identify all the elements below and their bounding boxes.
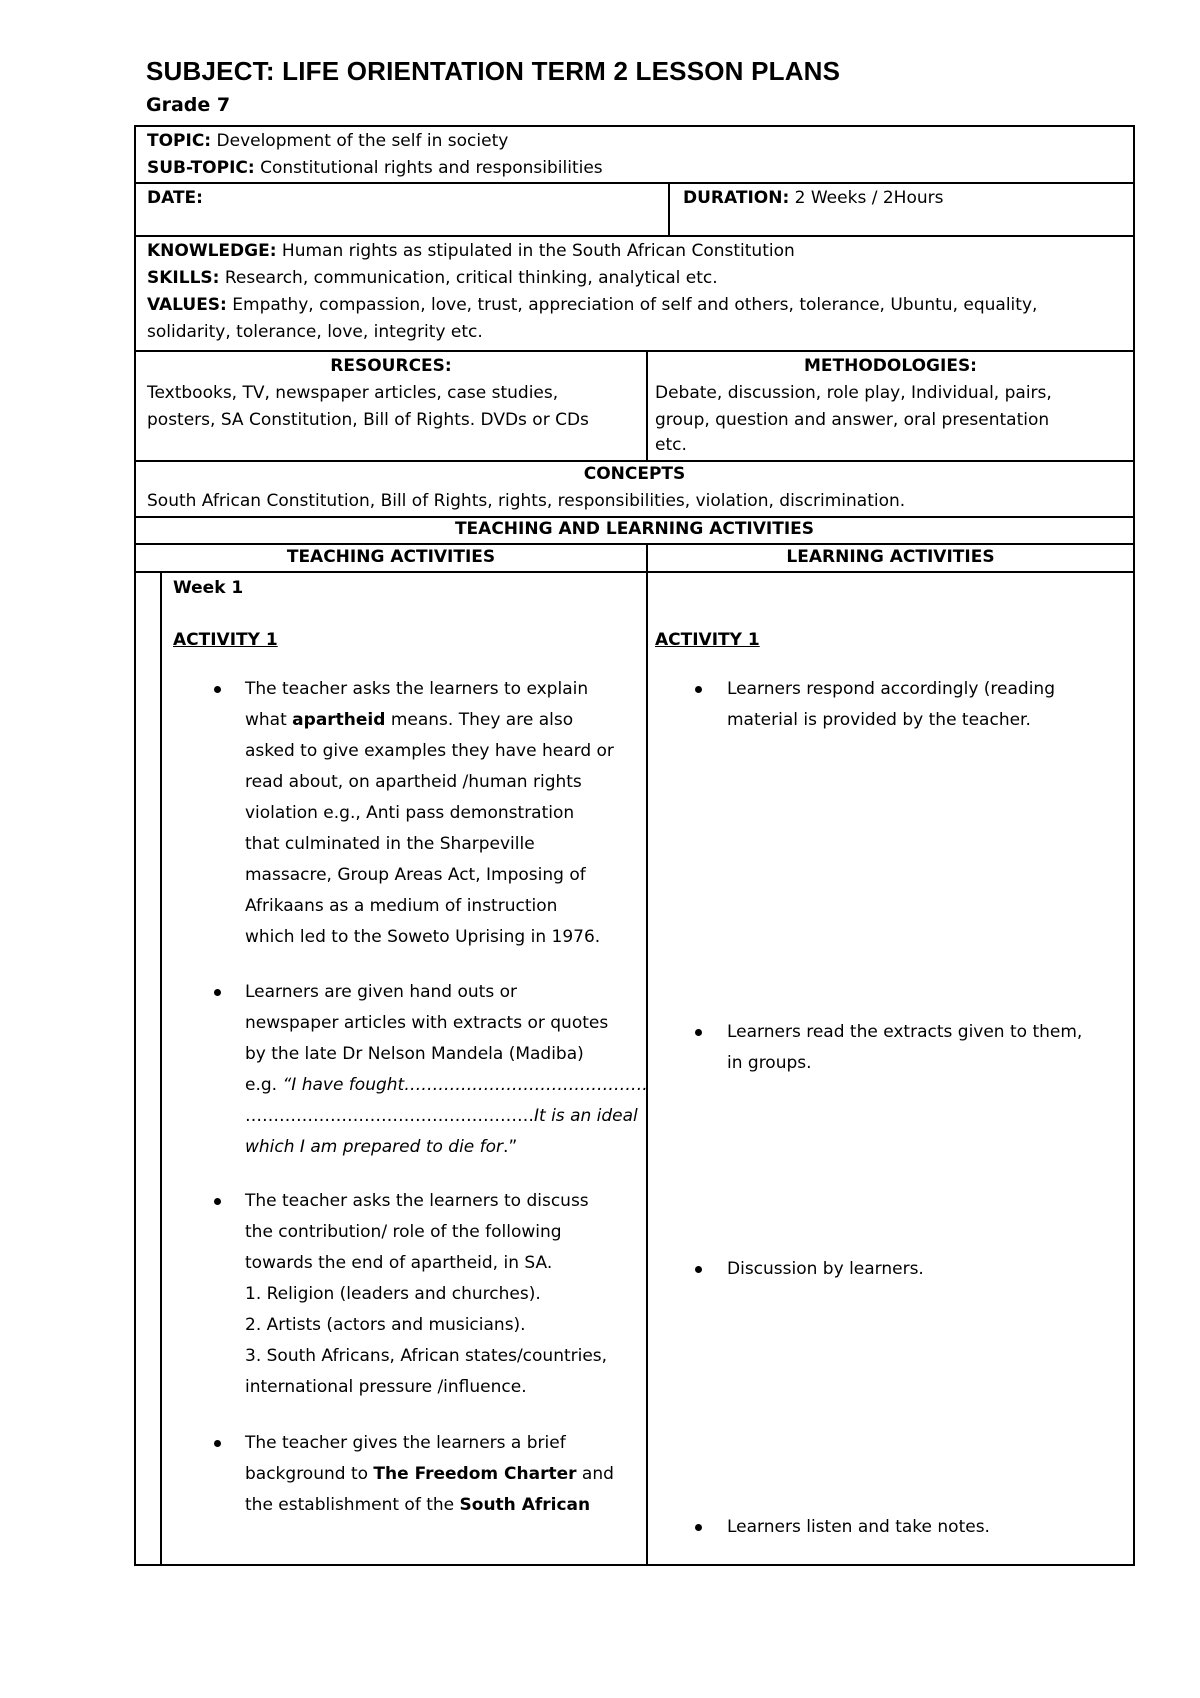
learning-bullet-4 xyxy=(727,1512,990,1543)
methodologies-line-2: group, question and answer, oral presentation xyxy=(655,410,1050,430)
teaching-bullet-4 xyxy=(245,1428,614,1521)
date-duration-divider xyxy=(668,182,670,237)
tb1-line-5: violation e.g., Anti pass demonstration xyxy=(245,803,575,823)
teaching-bullet-2 xyxy=(245,977,648,1163)
knowledge-value: Human rights as stipulated in the South African Constitution xyxy=(276,241,795,261)
tb1-line-2a: what xyxy=(245,710,293,730)
teaching-activities-heading: TEACHING ACTIVITIES xyxy=(286,547,496,567)
concepts-heading: CONCEPTS xyxy=(583,464,686,484)
tb1-line-4: read about, on apartheid /human rights xyxy=(245,772,582,792)
skills-line xyxy=(147,265,718,292)
table-border-left xyxy=(134,125,136,1566)
duration-label: DURATION: xyxy=(683,188,790,208)
topic-label: TOPIC: xyxy=(147,131,212,151)
tb4-line-3 xyxy=(245,1490,614,1521)
tb2-line-3: by the late Dr Nelson Mandela (Madiba) xyxy=(245,1044,584,1064)
tb4-line-2 xyxy=(245,1459,614,1490)
methodologies-line-1: Debate, discussion, role play, Individual, pairs, xyxy=(655,383,1052,403)
tb2-quote-start: “I have fought……………………………………. xyxy=(282,1075,648,1095)
bullet-icon xyxy=(214,989,221,996)
knowledge-line xyxy=(147,238,795,265)
learning-bullet-1 xyxy=(727,674,1055,736)
values-value-1: Empathy, compassion, love, trust, appreciation of self and others, tolerance, Ubuntu, equality, xyxy=(226,295,1038,315)
tb4-south-african: South African xyxy=(459,1495,591,1515)
bullet-icon xyxy=(695,1029,702,1036)
skills-value: Research, communication, critical thinking, analytical etc. xyxy=(219,268,718,288)
learning-activity-1-heading: ACTIVITY 1 xyxy=(655,630,760,650)
topic-value: Development of the self in society xyxy=(211,131,509,151)
resources-line-2: posters, SA Constitution, Bill of Rights. DVDs or CDs xyxy=(147,410,589,430)
tb4-line-2c: and xyxy=(576,1464,614,1484)
tb3-line-1: The teacher asks the learners to discuss xyxy=(245,1191,589,1211)
grade-label: Grade 7 xyxy=(146,94,231,116)
duration-cell xyxy=(683,185,943,212)
tb1-line-1: The teacher asks the learners to explain xyxy=(245,679,589,699)
bullet-icon xyxy=(214,1440,221,1447)
duration-value: 2 Weeks / 2Hours xyxy=(789,188,944,208)
lb1-line-1: Learners respond accordingly (reading xyxy=(727,679,1055,699)
learning-activities-heading: LEARNING ACTIVITIES xyxy=(786,547,995,567)
lb3-line-1: Discussion by learners. xyxy=(727,1259,924,1279)
concepts-text: South African Constitution, Bill of Rights, rights, responsibilities, violation, discrimination. xyxy=(147,491,906,511)
tb1-apartheid: apartheid xyxy=(292,710,386,730)
tb2-line-6 xyxy=(245,1132,648,1163)
tb3-line-6: 3. South Africans, African states/countries, xyxy=(245,1346,608,1366)
row-divider-knowledge xyxy=(134,350,1135,352)
teaching-bullet-1 xyxy=(245,674,614,953)
tb2-line-4 xyxy=(245,1070,648,1101)
subtopic-label: SUB-TOPIC: xyxy=(147,158,255,178)
lb4-line-1: Learners listen and take notes. xyxy=(727,1517,990,1537)
tb3-line-5: 2. Artists (actors and musicians). xyxy=(245,1315,526,1335)
tb2-line-5b: It is an ideal xyxy=(534,1106,638,1126)
tb2-line-2: newspaper articles with extracts or quotes xyxy=(245,1013,609,1033)
learning-bullet-2 xyxy=(727,1017,1082,1079)
subtopic-value: Constitutional rights and responsibilities xyxy=(254,158,603,178)
learning-bullet-3 xyxy=(727,1254,924,1285)
tb1-line-7: massacre, Group Areas Act, Imposing of xyxy=(245,865,586,885)
tb1-line-2c: means. They are also xyxy=(385,710,574,730)
tb4-line-3a: the establishment of the xyxy=(245,1495,460,1515)
bullet-icon xyxy=(695,686,702,693)
tb3-line-4: 1. Religion (leaders and churches). xyxy=(245,1284,541,1304)
table-border-bottom xyxy=(134,1564,1135,1566)
tb2-line-6a: which I am prepared to die for xyxy=(245,1137,504,1157)
tb4-freedom-charter: The Freedom Charter xyxy=(373,1464,577,1484)
tb3-line-3: towards the end of apartheid, in SA. xyxy=(245,1253,553,1273)
row-divider-activities-columns xyxy=(134,571,1135,573)
methodologies-heading: METHODOLOGIES: xyxy=(804,356,977,376)
tb4-line-2a: background to xyxy=(245,1464,374,1484)
bullet-icon xyxy=(695,1524,702,1531)
row-divider-topic xyxy=(134,182,1135,184)
resources-heading: RESOURCES: xyxy=(330,356,452,376)
tb1-line-9: which led to the Soweto Uprising in 1976. xyxy=(245,927,601,947)
date-cell xyxy=(147,185,203,212)
tb2-line-6b: .” xyxy=(503,1137,518,1157)
methodologies-line-3: etc. xyxy=(655,435,687,455)
tb2-line-5a: …………………………………………… xyxy=(245,1106,534,1126)
tb4-line-1: The teacher gives the learners a brief xyxy=(245,1433,566,1453)
tb2-line-5 xyxy=(245,1101,648,1132)
activities-heading: TEACHING AND LEARNING ACTIVITIES xyxy=(454,519,815,539)
lb2-line-2: in groups. xyxy=(727,1053,812,1073)
tb1-line-6: that culminated in the Sharpeville xyxy=(245,834,535,854)
table-border-top xyxy=(134,125,1135,127)
tb2-line-1: Learners are given hand outs or xyxy=(245,982,517,1002)
table-border-right xyxy=(1133,125,1135,1566)
subtopic-line xyxy=(147,155,603,182)
topic-line xyxy=(147,128,508,155)
week-label: Week 1 xyxy=(173,578,244,598)
bullet-icon xyxy=(695,1266,702,1273)
bullet-icon xyxy=(214,686,221,693)
skills-label: SKILLS: xyxy=(147,268,220,288)
tb3-line-2: the contribution/ role of the following xyxy=(245,1222,562,1242)
tb3-line-7: international pressure /influence. xyxy=(245,1377,527,1397)
values-line-2: solidarity, tolerance, love, integrity etc. xyxy=(147,322,483,342)
lb2-line-1: Learners read the extracts given to them, xyxy=(727,1022,1083,1042)
date-label: DATE: xyxy=(147,188,203,208)
knowledge-label: KNOWLEDGE: xyxy=(147,241,277,261)
document-title: SUBJECT: LIFE ORIENTATION TERM 2 LESSON PLANS xyxy=(146,56,841,86)
teaching-bullet-3 xyxy=(245,1186,607,1403)
resources-line-1: Textbooks, TV, newspaper articles, case studies, xyxy=(147,383,559,403)
values-label: VALUES: xyxy=(147,295,227,315)
tb1-line-8: Afrikaans as a medium of instruction xyxy=(245,896,558,916)
tb1-line-2 xyxy=(245,705,614,736)
values-line xyxy=(147,292,1037,319)
bullet-icon xyxy=(214,1198,221,1205)
tb2-line-4a: e.g. xyxy=(245,1075,283,1095)
row-divider-date xyxy=(134,235,1135,237)
teaching-inner-margin-line xyxy=(160,571,162,1566)
tb1-line-3: asked to give examples they have heard or xyxy=(245,741,614,761)
lb1-line-2: material is provided by the teacher. xyxy=(727,710,1031,730)
teaching-activity-1-heading: ACTIVITY 1 xyxy=(173,630,278,650)
